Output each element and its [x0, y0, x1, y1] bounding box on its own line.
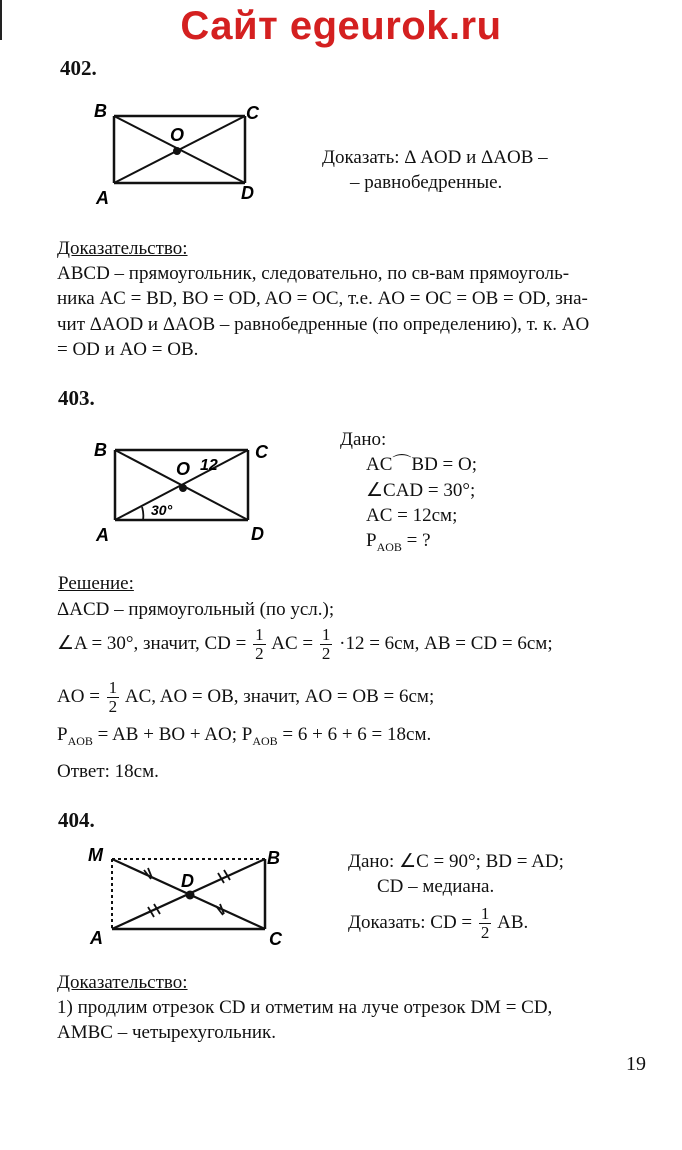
label-403-B: B — [94, 440, 107, 460]
p403-given-3: AC = 12см; — [366, 505, 458, 526]
p403-solution-line-2: ∠A = 30°, значит, CD = $\frac{1}{2}$ AC = $\frac{1}{2}$ ·12 = 6см, AB = CD = 6см; — [57, 625, 553, 663]
p402-proof-line-1: ABCD – прямоугольник, следовательно, по св-вам прямоуголь- — [57, 263, 570, 284]
p403-solution-line-4: $P_{AOB}$ = AB + BO + AO; $P_{AOB} = 6 + 6 + 6 = 18см$. — [57, 724, 432, 748]
p403-solution-line-1: ΔACD – прямоугольный (по усл.); — [57, 599, 335, 620]
p403-given-title: Дано: — [340, 429, 387, 450]
p402-proof-title: Доказательство: — [57, 238, 188, 259]
p403-solution-line-3: AO = $\frac{1}{2}$ AC, AO = OB, значит, AO = OB = 6см; — [57, 678, 435, 716]
p403-solution-title: Решение: — [58, 573, 134, 594]
p403-given-4: $P_{AOB}$ = ? — [366, 530, 431, 554]
figure-404-quadrilateral — [86, 842, 306, 952]
p404-proof-line-1: 1) продлим отрезок CD и отметим на луче отрезок DM = CD, — [57, 997, 553, 1018]
fraction-one-half: $\frac{1}{2}$ — [255, 625, 264, 663]
fraction-one-half: $\frac{1}{2}$ — [480, 904, 490, 942]
problem-403-number: 403. — [58, 386, 95, 410]
p402-proof-line-4: = OD и AO = OB. — [57, 339, 199, 360]
label-404-A: A — [90, 928, 103, 948]
label-402-O: O — [170, 125, 185, 145]
label-404-C: C — [269, 929, 282, 949]
label-403-A: A — [96, 525, 109, 545]
p403-answer: Ответ: 18см. — [57, 761, 159, 782]
figure-402-rectangle — [88, 96, 278, 208]
label-402-A: A — [96, 188, 109, 208]
label-403-D: D — [251, 524, 264, 544]
fraction-one-half: $\frac{1}{2}$ — [321, 625, 331, 663]
p402-proof-line-2: ника AC = BD, BO = OD, AO = OC, т.е. AO = OC = OB = OD, зна- — [57, 288, 588, 309]
problem-404-number: 404. — [58, 808, 95, 832]
fraction-one-half: $\frac{1}{2}$ — [108, 678, 118, 716]
p404-proof-title: Доказательство: — [57, 972, 188, 993]
figure-403-rectangle — [88, 436, 278, 548]
label-404-B: B — [267, 848, 280, 868]
p402-prove-line2: – равнобедренные. — [350, 172, 503, 193]
p402-proof-line-3: чит ΔAOD и ΔAOB – равнобедренные (по определению), т. к. AO — [57, 314, 590, 335]
label-402-C: C — [246, 103, 259, 123]
problem-402-number: 402. — [60, 56, 97, 80]
p404-prove: Доказать: CD = $\frac{1}{2}$ AB. — [348, 904, 529, 942]
label-403-angle: 30° — [151, 502, 173, 518]
p404-proof-line-2: AMBC – четырехугольник. — [57, 1022, 277, 1043]
left-margin-line — [0, 0, 2, 40]
label-403-twelve: 12 — [200, 457, 218, 474]
label-402-D: D — [241, 183, 254, 203]
label-404-D: D — [181, 871, 194, 891]
label-404-M: M — [88, 845, 103, 865]
label-402-B: B — [94, 101, 107, 121]
p403-given-1: AC⌒BD = O; — [366, 454, 478, 475]
p404-given-1: Дано: ∠C = 90°; BD = AD; — [348, 851, 564, 872]
label-403-O: O — [176, 459, 191, 479]
p402-prove-line1: Доказать: Δ AOD и ΔAOB – — [322, 147, 548, 168]
p403-given-2: ∠CAD = 30°; — [366, 480, 476, 501]
label-403-C: C — [255, 442, 268, 462]
p404-given-2: CD – медиана. — [377, 876, 495, 897]
site-watermark: Сайт egeurok.ru — [180, 4, 502, 48]
page-number: 19 — [626, 1053, 646, 1075]
